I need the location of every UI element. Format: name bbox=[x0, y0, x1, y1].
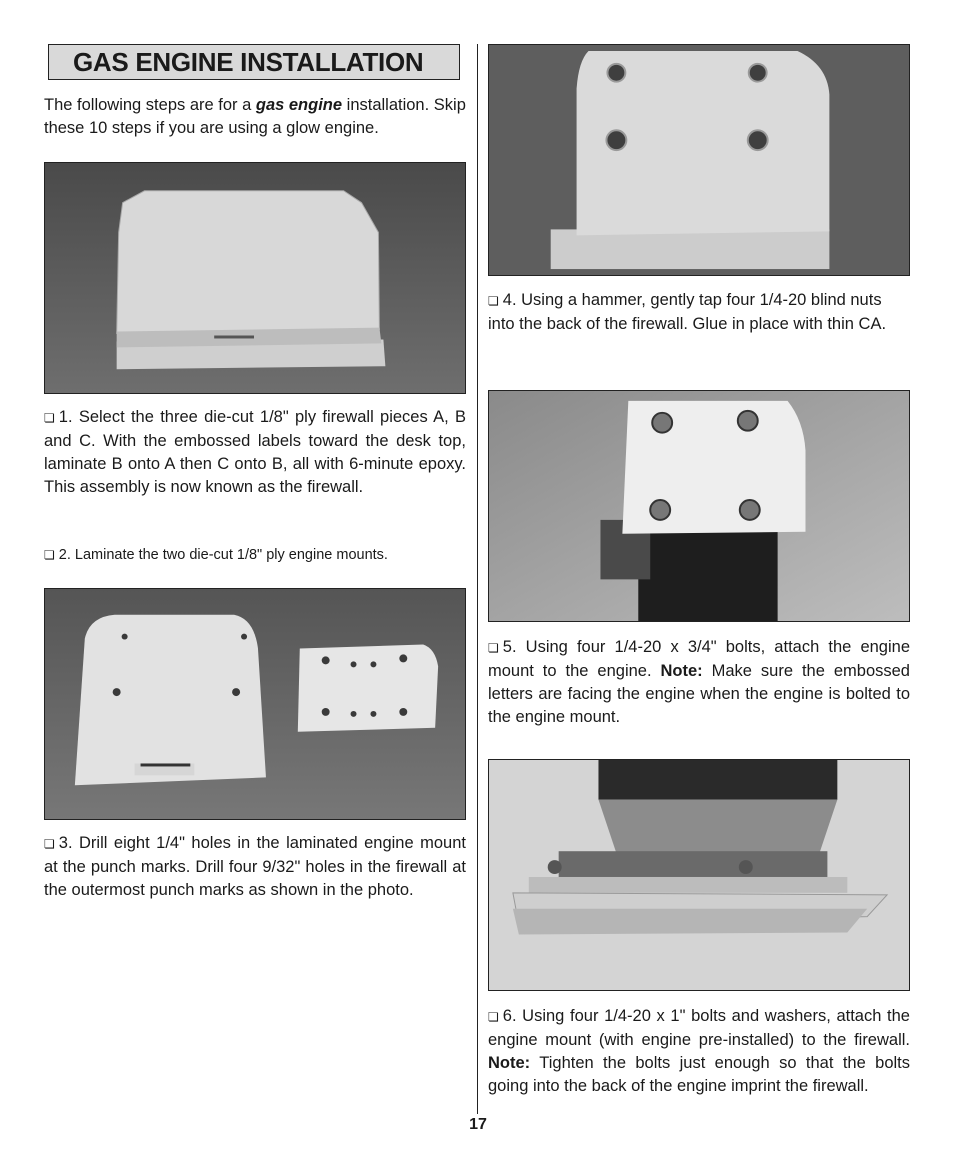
step-4 bbox=[488, 289, 910, 336]
intro-after: installation. Skip these 10 steps if you are using a glow engine. bbox=[44, 96, 466, 137]
intro-paragraph bbox=[44, 94, 466, 140]
page-title: GAS ENGINE INSTALLATION bbox=[48, 44, 460, 80]
column-divider bbox=[477, 44, 478, 1114]
checkbox-icon[interactable]: ❏ bbox=[44, 548, 55, 562]
step-3-text: 3. Drill eight 1/4" holes in the laminated engine mount at the punch marks. Drill four 9/32" holes in the firewall at the outermost punch marks as shown in the photo. bbox=[44, 834, 466, 899]
photo-engine-mount-bolted bbox=[488, 390, 910, 622]
step-5 bbox=[488, 636, 910, 729]
page-number: 17 bbox=[469, 1116, 487, 1133]
intro-emphasis: gas engine bbox=[255, 96, 343, 114]
checkbox-icon[interactable]: ❏ bbox=[44, 837, 55, 851]
photo-engine-on-firewall bbox=[488, 759, 910, 991]
step-1-text: 1. Select the three die-cut 1/8" ply firewall pieces A, B and C. With the embossed labels toward the desk top, laminate B onto A then C onto B, all with 6-minute epoxy. This assembly is now known as the firewall. bbox=[44, 408, 466, 496]
step-5-after: Make sure the embossed letters are facing the engine when the engine is bolted to the engine mount. bbox=[488, 662, 910, 726]
step-2 bbox=[44, 545, 466, 565]
step-6-after: Tighten the bolts just enough so that the bolts going into the back of the engine imprint the firewall. bbox=[488, 1054, 910, 1095]
photo-blind-nuts bbox=[488, 44, 910, 276]
step-4-text: 4. Using a hammer, gently tap four 1/4-20 blind nuts into the back of the firewall. Glue in place with thin CA. bbox=[488, 291, 887, 333]
checkbox-icon[interactable]: ❏ bbox=[488, 1010, 499, 1024]
step-1 bbox=[44, 406, 466, 499]
checkbox-icon[interactable]: ❏ bbox=[488, 641, 499, 655]
step-2-text: 2. Laminate the two die-cut 1/8" ply engine mounts. bbox=[58, 547, 388, 563]
photo-engine-mount-pieces bbox=[44, 588, 466, 820]
step-5-note: Note: bbox=[660, 662, 703, 680]
step-6 bbox=[488, 1005, 910, 1098]
intro-before: The following steps are for a bbox=[44, 96, 256, 114]
step-5-before: 5. Using four 1/4-20 x 3/4" bolts, attach the engine mount to the engine. bbox=[488, 638, 910, 680]
checkbox-icon[interactable]: ❏ bbox=[44, 411, 55, 425]
photo-firewall-pieces bbox=[44, 162, 466, 394]
step-6-before: 6. Using four 1/4-20 x 1" bolts and washers, attach the engine mount (with engine pre-installed) to the firewall. bbox=[488, 1007, 910, 1049]
step-6-note: Note: bbox=[488, 1054, 531, 1072]
step-3 bbox=[44, 832, 466, 902]
checkbox-icon[interactable]: ❏ bbox=[488, 294, 499, 308]
